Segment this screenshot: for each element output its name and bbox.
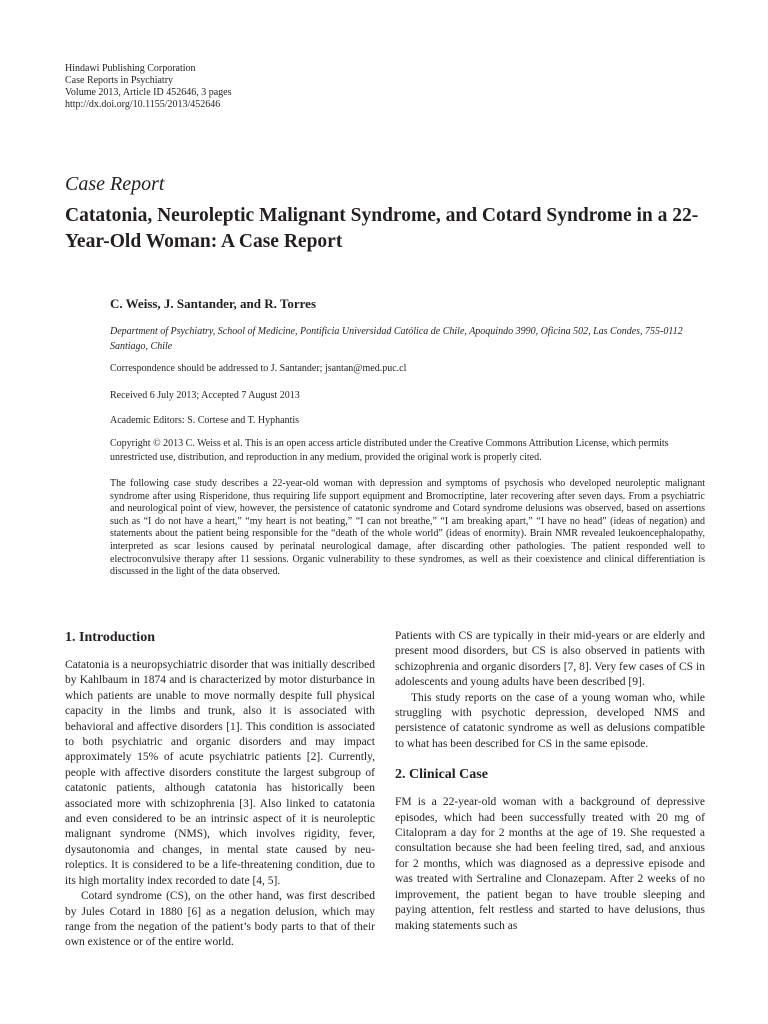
- abstract: The following case study describes a 22-year-old woman with depression and symptoms of psychosis who developed neuroleptic malignant syndrome after using Risperidone, thus requiring life support equipment and Bromocriptine, later recovering after seven days. From a psychiatric and neurological point of view, however, the persistence of catatonic syndrome and Cotard syndrome delusions was observed, based on assertions such as “I do not have a heart,” “my heart is not beating,” “I can not breathe,” “I am breaking apart,” “I have no head” (ideas of negation) and statements about the patient being responsible for the “death of the whole world” (ideas of enormity). Brain NMR revealed leukoencephalopathy, interpreted as scar lesions caused by perinatal neurological damage, after discarding other pathologies. The patient responded well to electroconvulsive therapy after 11 sessions. Organic vulnerability to these syndromes, as well as their coexistence and clinical differentiation is discussed in the light of the data observed.: [110, 478, 705, 578]
- left-column: [65, 629, 375, 951]
- paragraph: FM is a 22-year-old woman with a background of depressive episodes, which had been successfully treated with 20 mg of Citalopram a day for 2 months at the age of 19. She requested a consultation because she had been feeling tired, sad, and anxious for 2 months, which was diagnosed as a depressive episode and was treated with Sertraline and Clonazepam. After 2 weeks of no improvement, the patient began to have trouble sleeping and paying attention, felt restless and started to have delusions, thus making statements such as: [395, 796, 705, 932]
- article-title: Catatonia, Neuroleptic Malignant Syndrome, and Cotard Syndrome in a 22-Year-Old Woman: A Case Report: [65, 205, 699, 252]
- journal-name: Case Reports in Psychiatry: [65, 75, 174, 86]
- volume-info: Volume 2013, Article ID 452646, 3 pages: [65, 87, 232, 98]
- section-heading-introduction: 1. Introduction: [65, 630, 155, 645]
- paragraph: Cotard syndrome (CS), on the other hand, was first described by Jules Cotard in 1880 [6] as a negation delusion, which may range from the negation of the patient’s body parts to that of their own existence or of the entire world.: [65, 890, 375, 949]
- article-type: Case Report: [65, 173, 165, 195]
- copyright-notice: Copyright © 2013 C. Weiss et al. This is an open access article distributed under the Creative Commons Attribution License, which permits unrestricted use, distribution, and reproduction in any medium, provided the original work is properly cited.: [110, 438, 669, 463]
- affiliation: Department of Psychiatry, School of Medicine, Pontificia Universidad Católica de Chile, Apoquindo 3990, Oficina 502, Las Condes, 755-0112 Santiago, Chile: [110, 326, 683, 352]
- section-heading-clinical-case: 2. Clinical Case: [395, 767, 488, 783]
- publisher-name: Hindawi Publishing Corporation: [65, 63, 196, 74]
- right-column: [395, 629, 705, 934]
- author-list: C. Weiss, J. Santander, and R. Torres: [110, 296, 317, 311]
- academic-editors: Academic Editors: S. Cortese and T. Hyphantis: [110, 415, 300, 426]
- journal-header: [65, 63, 231, 111]
- paragraph: Catatonia is a neuropsychiatric disorder that was initially described by Kahlbaum in 1874 and is characterized by motor disturbance in which patients are unable to move normally despite full physical capacity in the limbs and trunk, also it is associated with behavioral and affective disorders [1]. This condition is associated to both psychiatric and organic disorders and may impact approximately 15% of acute psychiatric patients [2]. Currently, people with affective disorders constitute the largest subgroup of catatonic patients, although catatonia has historically been associated more with schizophrenia [3]. Also linked to catatonia and even considered to be an intrinsic aspect of it is neuroleptic malignant syndrome (NMS), which involves rigidity, fever, dysautonomia and changes, in mental state caused by neu-roleptics. It is considered to be a life-threatening condition, due to its high mortality index recorded to date [4, 5].: [65, 659, 375, 887]
- received-dates: Received 6 July 2013; Accepted 7 August 2013: [110, 390, 300, 401]
- correspondence: Correspondence should be addressed to J. Santander; jsantan@med.puc.cl: [110, 363, 407, 374]
- paragraph: Patients with CS are typically in their mid-years or are elderly and present mood disorders, but CS is also observed in patients with schizophrenia and organic disorders [7, 8]. Very few cases of CS in adolescents and young adults have been described [9].: [395, 630, 705, 689]
- paragraph: This study reports on the case of a young woman who, while struggling with psychotic depression, developed NMS and persistence of catatonic syndrome as well as delusions compatible to what has been described for CS in the same episode.: [395, 691, 705, 750]
- doi-link[interactable]: http://dx.doi.org/10.1155/2013/452646: [65, 99, 221, 110]
